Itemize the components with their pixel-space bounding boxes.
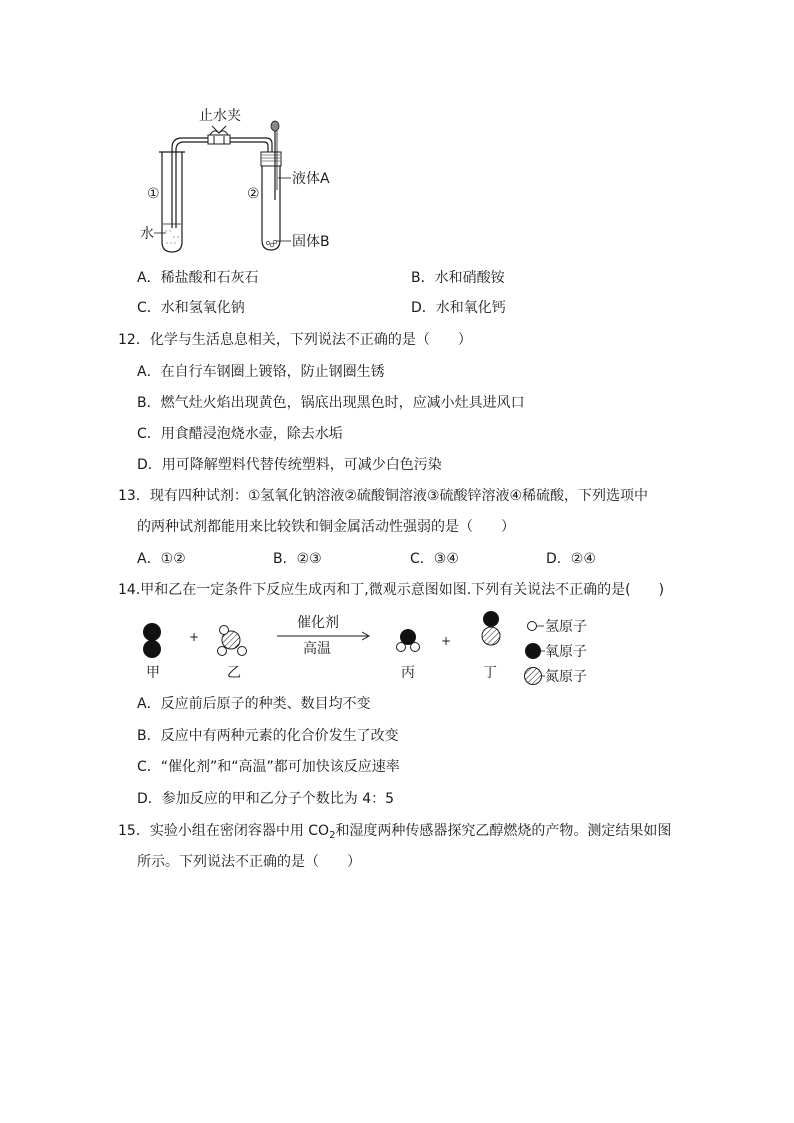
plus-sign-2: + — [441, 634, 452, 648]
tube-2-label: ② — [247, 186, 260, 202]
q14-option-b[interactable]: B．反应中有两种元素的化合价发生了改变 — [137, 728, 399, 744]
molecule-ding-icon — [482, 611, 500, 645]
legend-oxygen-label: 氧原子 — [545, 644, 587, 660]
label-bing: 丙 — [401, 665, 415, 681]
q12-option-c[interactable]: C．用食醋浸泡烧水壶，除去水垢 — [137, 426, 343, 442]
legend-nitrogen-label: 氮原子 — [545, 669, 587, 685]
pinch-clamp-icon — [208, 126, 230, 144]
catalyst-label: 催化剂 — [297, 615, 339, 631]
q12-option-d[interactable]: D．用可降解塑料代替传统塑料，可减少白色污染 — [137, 457, 442, 473]
molecule-jia-icon — [143, 623, 161, 658]
q12-option-b[interactable]: B．燃气灶火焰出现黄色，锅底出现黑色时，应减小灶具进风口 — [137, 395, 525, 411]
atom-legend — [525, 619, 588, 685]
liquid-a-label: 液体A — [292, 171, 330, 187]
q13-stem-line2: 的两种试剂都能用来比较铁和铜金属活动性强弱的是（ ） — [137, 519, 515, 535]
q15-stem-pre: 15．实验小组在密闭容器中用 CO — [118, 823, 330, 839]
water-label: 水 — [140, 226, 154, 242]
q14-option-c[interactable]: C．“催化剂”和“高温”都可加快该反应速率 — [137, 759, 400, 775]
clamp-label: 止水夹 — [199, 108, 241, 124]
q15-stem-line2: 所示。下列说法不正确的是（ ） — [137, 854, 361, 870]
legend-hydrogen-label: 氢原子 — [545, 619, 587, 635]
q15-stem-line1 — [118, 822, 671, 845]
q14-option-d[interactable]: D．参加反应的甲和乙分子个数比为 4：5 — [137, 791, 395, 807]
q15-stem-post: 和湿度两种传感器探究乙醇燃烧的产物。测定结果如图 — [335, 823, 672, 839]
connecting-pipe — [172, 138, 272, 228]
q13-option-a[interactable]: A．①② — [137, 551, 186, 567]
q14-option-a[interactable]: A．反应前后原子的种类、数目均不变 — [137, 696, 371, 712]
q11-option-a[interactable]: A．稀盐酸和石灰石 — [137, 270, 259, 286]
label-yi: 乙 — [227, 665, 241, 681]
q11-apparatus-diagram — [0, 0, 794, 270]
label-jia: 甲 — [146, 665, 160, 681]
q14-reaction-diagram — [0, 605, 794, 695]
q13-option-d[interactable]: D．②④ — [546, 551, 596, 567]
q11-option-d[interactable]: D．水和氧化钙 — [411, 300, 506, 316]
molecule-yi-icon — [218, 626, 247, 656]
label-ding: 丁 — [483, 665, 497, 681]
q15-stem-subscript: 2 — [329, 830, 336, 841]
q14-stem: 14.甲和乙在一定条件下反应生成丙和丁,微观示意图如图.下列有关说法不正确的是( ) — [118, 582, 665, 598]
q13-stem-line1: 13．现有四种试剂：①氢氧化钠溶液②硫酸铜溶液③硫酸锌溶液④稀硫酸，下列选项中 — [118, 488, 649, 504]
high-temp-label: 高温 — [303, 641, 331, 657]
molecule-bing-icon — [397, 629, 420, 652]
q11-option-c[interactable]: C．水和氢氧化钠 — [137, 300, 245, 316]
q13-option-c[interactable]: C．③④ — [410, 551, 459, 567]
q12-option-a[interactable]: A．在自行车钢圈上镀铬，防止钢圈生锈 — [137, 364, 385, 380]
q11-option-b[interactable]: B．水和硝酸铵 — [411, 270, 505, 286]
plus-sign-1: + — [189, 630, 200, 644]
solid-b-label: 固体B — [292, 234, 330, 250]
tube-1-label: ① — [147, 186, 160, 202]
q12-stem: 12．化学与生活息息相关，下列说法不正确的是（ ） — [118, 332, 472, 348]
q13-option-b[interactable]: B．②③ — [273, 551, 322, 567]
